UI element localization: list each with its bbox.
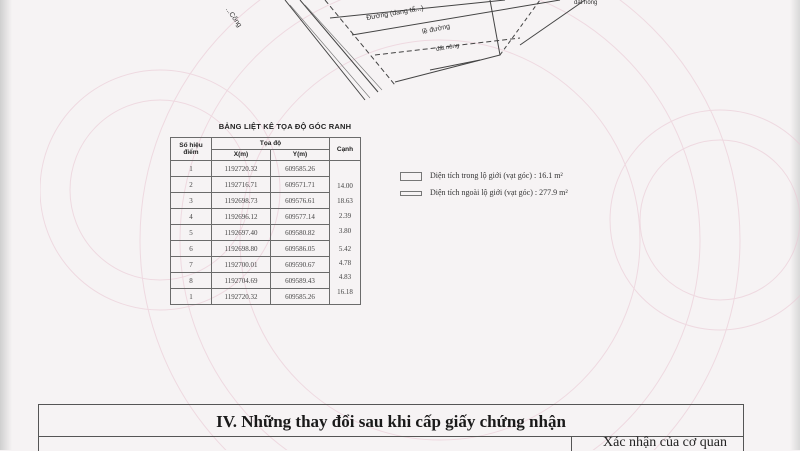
- header-edge: Cạnh: [330, 138, 361, 161]
- edges-column: [330, 161, 361, 305]
- legend-text: Diện tích ngoài lộ giới (vạt góc) : 277.9 m²: [430, 188, 568, 197]
- table-row: 1 1192720.32 609585.26 14.00 18.63 2.39 3.80 5.42 4.78 4.83 16.18: [171, 161, 361, 177]
- edge-value: 18.63: [337, 197, 353, 205]
- header-point: Số hiệu điểm: [171, 138, 212, 161]
- legend-swatch: [400, 172, 422, 181]
- edge-value: 5.42: [338, 245, 352, 253]
- road-main-label: Đường (dang tẩ...): [365, 5, 425, 22]
- lot-label-bottom: đất nông: [435, 43, 460, 53]
- header-x: X(m): [212, 149, 271, 161]
- edge-value: 3.80: [338, 227, 352, 235]
- edge-value: 4.83: [338, 273, 352, 281]
- table-row: 4 1192696.12 609577.14: [171, 209, 361, 225]
- legend-item-outside: [400, 188, 568, 197]
- land-plot-map: [0, 0, 800, 110]
- table-row: 5 1192697.40 609580.82: [171, 225, 361, 241]
- table-row: 6 1192698.80 609586.05: [171, 241, 361, 257]
- table-row: 2 1192716.71 609571.71: [171, 177, 361, 193]
- section-iv-header: [38, 404, 744, 437]
- edge-value: 4.78: [338, 259, 352, 267]
- table-row: 7 1192700.01 609590.67: [171, 257, 361, 273]
- legend-text: Diện tích trong lộ giới (vạt góc) : 16.1 m²: [430, 171, 563, 180]
- table-row: 8 1192704.69 609589.43: [171, 273, 361, 289]
- table-row: 3 1192698.73 609576.61: [171, 193, 361, 209]
- edge-value: 16.18: [337, 288, 353, 296]
- section-title: IV. Những thay đổi sau khi cấp giấy chứng nhận: [216, 412, 566, 431]
- road-side-label: lề đường: [421, 23, 451, 36]
- edge-value: 14.00: [337, 182, 353, 190]
- header-y: Y(m): [271, 149, 330, 161]
- edge-value: 2.39: [338, 212, 352, 220]
- confirmation-column-header: Xác nhận của cơ quan: [603, 435, 728, 450]
- header-coord: Tọa độ: [212, 138, 330, 150]
- legend-item-inside: [400, 171, 563, 181]
- legend-swatch: [400, 191, 422, 196]
- table-row: 1 1192720.32 609585.26: [171, 289, 361, 305]
- column-divider: [571, 437, 572, 451]
- lot-label-top: đất nông: [574, 0, 598, 6]
- section-iv-columns: [38, 436, 744, 451]
- coord-table: [170, 137, 361, 305]
- coord-table-title: BẢNG LIỆT KÊ TỌA ĐỘ GÓC RANH: [218, 122, 352, 131]
- road-cong-label: ...Cống: [223, 6, 243, 29]
